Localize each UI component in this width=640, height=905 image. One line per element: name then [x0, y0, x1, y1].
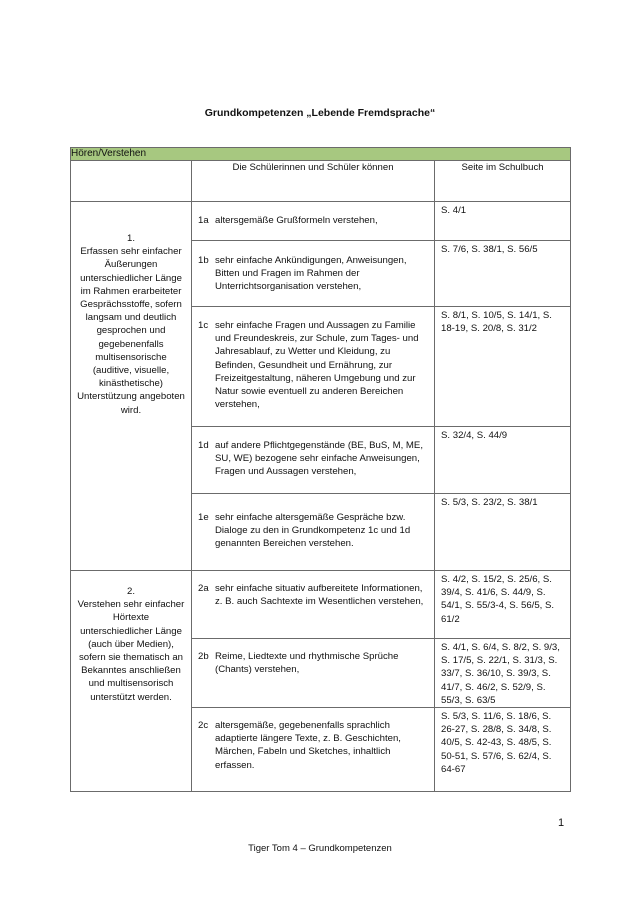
pages-cell: S. 32/4, S. 44/9 [435, 427, 571, 494]
skill-code: 2c [198, 720, 209, 732]
competence-table [70, 147, 571, 792]
competence-description: Verstehen sehr einfacher Hörtexte unterschiedlicher Länge (auch über Medien), sofern sie thematisch an Bekanntes anschließen und multisensorisch unterstützt werden. [77, 599, 185, 703]
skill-code: 1c [198, 320, 209, 331]
skill-text: Reime, Liedtexte und rhythmische Sprüche (Chants) verstehen, [215, 651, 399, 676]
skill-text: auf andere Pflichtgegenstände (BE, BuS, M, ME, SU, WE) bezogene sehr einfache Anweisungen, Fragen und Aussagen verstehen, [215, 440, 423, 478]
skill-text: altersgemäße Grußformeln verstehen, [215, 215, 378, 226]
page-number: 1 [558, 817, 565, 829]
skill-cell [192, 241, 435, 307]
skill-code: 1a [198, 215, 209, 226]
pages-cell: S. 8/1, S. 10/5, S. 14/1, S. 18-19, S. 20/8, S. 31/2 [435, 307, 571, 427]
skill-cell [192, 494, 435, 571]
competence-2-cell [71, 571, 192, 792]
page-footer: Tiger Tom 4 – Grundkompetenzen [248, 843, 392, 854]
pages-cell: S. 4/1, S. 6/4, S. 8/2, S. 9/3, S. 17/5, S. 22/1, S. 31/3, S. 33/7, S. 36/10, S. 39/3, S. 41/7, S. 46/2, S. 52/9, S. 55/3, S. 63/5 [435, 639, 571, 708]
skill-text: sehr einfache altersgemäße Gespräche bzw. Dialoge zu den in Grundkompetenz 1c und 1d genannten Bereichen verstehen. [215, 512, 411, 550]
skill-text: sehr einfache situativ aufbereitete Informationen, z. B. auch Sachtexte im Wesentlichen verstehen, [215, 583, 424, 608]
table-row [71, 202, 571, 241]
header-empty-cell [71, 161, 192, 202]
skill-cell [192, 202, 435, 241]
pages-cell: S. 5/3, S. 11/6, S. 18/6, S. 26-27, S. 28/8, S. 34/8, S. 40/5, S. 42-43, S. 48/5, S. 50-51, S. 57/6, S. 62/4, S. 64-67 [435, 708, 571, 792]
competence-number: 1. [126, 233, 135, 244]
skill-code: 2b [198, 651, 209, 662]
table-header-row [71, 161, 571, 202]
section-bar [71, 148, 571, 161]
skill-code: 1e [198, 512, 209, 523]
pages-cell: S. 5/3, S. 23/2, S. 38/1 [435, 494, 571, 571]
skill-text: sehr einfache Ankündigungen, Anweisungen, Bitten und Fragen im Rahmen der Unterrichtsorganisation verstehen, [215, 255, 407, 293]
section-title: Hören/Verstehen [71, 148, 571, 161]
skill-cell [192, 708, 435, 792]
skill-text: altersgemäße, gegebenenfalls sprachlich adaptierte längere Texte, z. B. Geschichten, Märchen, Fabeln und Sketches, inhaltlich erfassen. [215, 720, 401, 771]
skill-code: 1b [198, 255, 209, 266]
pages-cell: S. 4/1 [435, 202, 571, 241]
document-title: Grundkompetenzen „Lebende Fremdsprache“ [204, 107, 436, 119]
competence-description: Erfassen sehr einfacher Äußerungen unterschiedlicher Länge im Rahmen erarbeiteter Gesprächsstoffe, sofern langsam und deutlich gesprochen und gegebenenfalls multisensorische (auditive, visuelle, kinästhetische) Unterstützung angeboten wird. [77, 246, 185, 416]
header-textbook-page: Seite im Schulbuch [435, 161, 571, 202]
skill-code: 2a [198, 583, 209, 594]
table-row [71, 571, 571, 639]
skill-cell [192, 427, 435, 494]
skill-text: sehr einfache Fragen und Aussagen zu Familie und Freundeskreis, zur Schule, zum Tages- und Jahresablauf, zu Wetter und Kleidung, zu Befinden, Gesundheit und Ernährung, zur Freizeitgestaltung, näheren Umgebung und zur Natur sowie eventuell zu anderen Bereichen verstehen, [215, 320, 419, 411]
competence-number: 2. [126, 586, 135, 597]
skill-code: 1d [198, 440, 209, 451]
pages-cell: S. 7/6, S. 38/1, S. 56/5 [435, 241, 571, 307]
header-students-can: Die Schülerinnen und Schüler können [192, 161, 435, 202]
pages-cell: S. 4/2, S. 15/2, S. 25/6, S. 39/4, S. 41/6, S. 44/9, S. 54/1, S. 55/3-4, S. 56/5, S. 61/2 [435, 571, 571, 639]
competence-1-cell [71, 202, 192, 571]
skill-cell [192, 571, 435, 639]
skill-cell [192, 307, 435, 427]
skill-cell [192, 639, 435, 708]
